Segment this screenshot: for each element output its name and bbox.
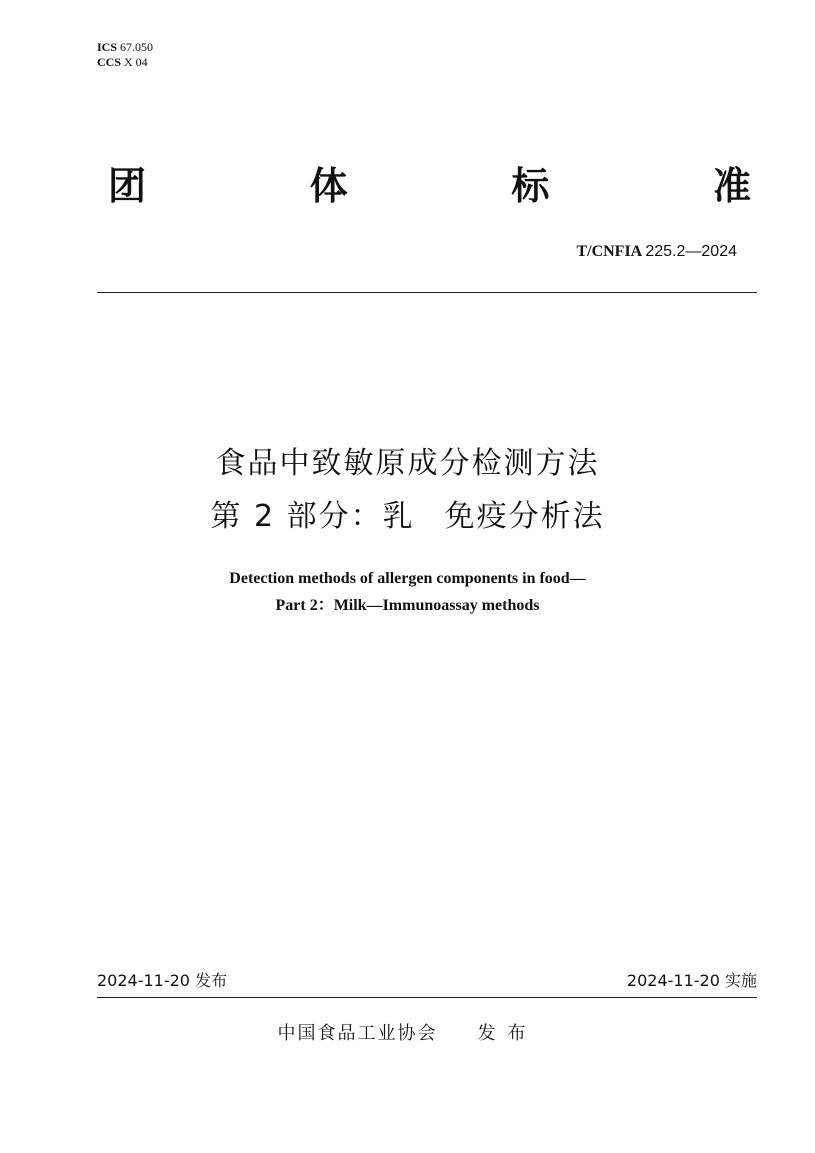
title-en-line2: Part 2：Milk—Immunoassay methods — [275, 597, 540, 614]
standard-number-value: 225.2—2024 — [645, 243, 737, 260]
publisher-verb: 发布 — [477, 1023, 538, 1044]
publish-date: 2024-11-20 发布 — [97, 971, 228, 990]
standard-type-char: 标 — [511, 164, 550, 208]
title-en-line1: Detection methods of allergen components in food— — [229, 570, 586, 587]
standard-type-heading — [108, 162, 751, 210]
header-divider — [97, 292, 757, 293]
title-cn-subpart: 免疫分析法 — [444, 499, 605, 534]
footer-divider — [97, 997, 757, 998]
ics-code — [97, 40, 153, 55]
standard-number-prefix: T/CNFIA — [576, 243, 642, 260]
title-cn-line1: 食品中致敏原成分检测方法 — [215, 446, 600, 481]
standard-type-char: 准 — [712, 164, 751, 208]
standard-type-char: 体 — [309, 164, 348, 208]
classification-codes — [97, 40, 153, 70]
ccs-code — [97, 55, 153, 70]
date-row — [97, 970, 757, 992]
publisher-org: 中国食品工业协会 — [277, 1023, 438, 1044]
implement-date: 2024-11-20 实施 — [626, 971, 757, 990]
ics-value: 67.050 — [120, 40, 154, 54]
ics-label: ICS — [97, 40, 118, 54]
publisher — [0, 1021, 815, 1047]
title-cn-line2 — [0, 497, 815, 537]
standard-type-char: 团 — [108, 164, 147, 208]
title-cn-part: 第 2 部分：乳 — [210, 499, 415, 534]
ccs-value: X 04 — [124, 55, 148, 69]
standard-number — [576, 243, 737, 261]
ccs-label: CCS — [97, 55, 122, 69]
